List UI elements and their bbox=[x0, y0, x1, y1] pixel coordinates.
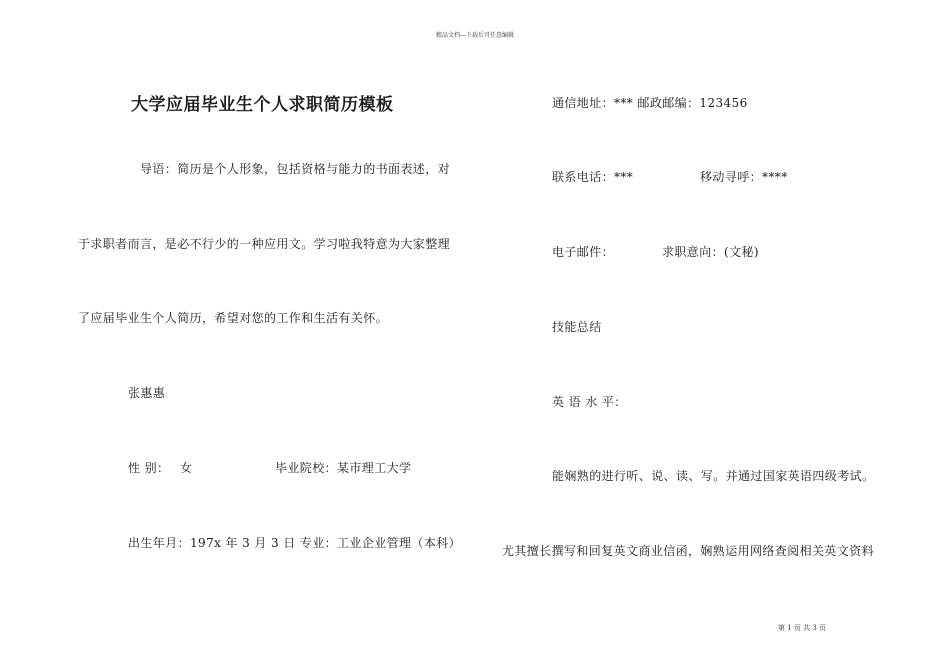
mobile-field: 移动寻呼：**** bbox=[700, 170, 788, 184]
document-title: 大学应届毕业生个人求职简历模板 bbox=[131, 95, 394, 115]
skills-heading: 技能总结 bbox=[552, 320, 602, 334]
phone-field: 联系电话：*** bbox=[552, 170, 634, 184]
candidate-name: 张惠惠 bbox=[128, 386, 166, 400]
email-label: 电子邮件： bbox=[552, 245, 615, 259]
page-header: 精品文档---下载后可任意编辑 bbox=[435, 32, 515, 39]
intro-line-1: 导语：简历是个人形象，包括资格与能力的书面表述，对 bbox=[140, 162, 451, 176]
intro-line-2: 于求职者而言，是必不行少的一种应用文。学习啦我特意为大家整理 bbox=[78, 237, 451, 251]
objective-field: 求职意向：(文秘) bbox=[662, 245, 759, 259]
intro-line-3: 了应届毕业生个人简历，希望对您的工作和生活有关怀。 bbox=[78, 311, 389, 325]
school-field: 毕业院校：某市理工大学 bbox=[275, 461, 412, 475]
address-field: 通信地址：*** 邮政邮编：123456 bbox=[552, 96, 748, 110]
gender-label: 性 别： bbox=[128, 461, 170, 475]
birth-major-field: 出生年月：197x 年 3 月 3 日 专业：工业企业管理（本科） bbox=[128, 536, 462, 550]
english-description-2: 尤其擅长撰写和回复英文商业信函，娴熟运用网络查阅相关英文资料 bbox=[502, 544, 875, 558]
page-number: 第 1 页 共 3 页 bbox=[778, 624, 827, 632]
english-label: 英 语 水 平： bbox=[552, 395, 627, 409]
english-description-1: 能娴熟的进行听、说、读、写。并通过国家英语四级考试。 bbox=[552, 469, 875, 483]
gender-value: 女 bbox=[180, 461, 193, 475]
